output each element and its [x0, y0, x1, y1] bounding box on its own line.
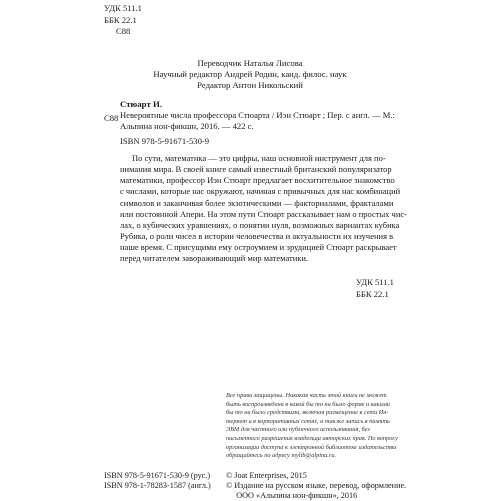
title-statement: Невероятные числа профессора Стюарта / Иэн Стюарт ; Пер. с англ. — М.:	[120, 110, 395, 120]
annotation-line: или постоянной Апери. На этом пути Стюарт рассказывает нам о простых чис-	[120, 208, 407, 219]
editor-credit: Редактор Антон Никольский	[197, 80, 303, 91]
annotation-line: наше время. С присущими ему остроумием и эрудицией Стюарт раскрывает	[120, 242, 397, 253]
annotation-line: символов и заканчивая более экзотическими — факториалами, фракталами	[120, 197, 394, 208]
isbn-record: ISBN 978-5-91671-530-9	[120, 136, 210, 147]
annotation-line: лах, о кубических уравнениях, о понятии нуля, возможных вариантах кубика	[120, 219, 400, 230]
bottom-classification-index	[356, 277, 394, 300]
rights-line: обращайтесь по адресу mylib@alpina.ru.	[226, 452, 337, 460]
isbn-russian: ISBN 978-5-91671-530-9 (рус.)	[104, 471, 211, 480]
rights-notice	[226, 392, 406, 461]
credits-block	[0, 58, 500, 92]
udk-code: УДК 511.1	[356, 277, 394, 287]
rights-line: тернет и в корпоративных сетях, а также запись в память	[226, 417, 390, 425]
rights-line: Все права защищены. Никакая часть этой книги не может	[226, 392, 387, 399]
rights-line: ЭВМ для частного или публичного использования, без	[226, 426, 370, 434]
annotation-line: с числами, которые нас окружают, начиная с привычных для нас комбинаций	[120, 186, 401, 197]
scientific-editor-credit: Научный редактор Андрей Родин, канд. филос. наук	[153, 69, 347, 80]
bibliographic-author-mark: С88	[104, 113, 119, 123]
annotation-line: математики, профессор Иэн Стюарт предлагает восхитительное знакомство	[120, 175, 395, 186]
annotation-line: перед читателем завораживающий мир математики.	[120, 253, 309, 264]
bibliographic-record	[120, 99, 402, 148]
annotation-line: Рубика, о роли чисел в истории человечества и актуальности их изучения в	[120, 231, 394, 242]
publication-statement: Альпина нон-фикшн, 2016. — 422 с.	[120, 121, 254, 132]
bbk-code: ББК 22.1	[104, 14, 137, 25]
rights-line: организации доступа к электронной библиотеке издательства	[226, 443, 397, 451]
rights-line: быть воспроизведена в какой бы то ни было форме и какими	[226, 400, 390, 408]
author-heading: Стюарт И.	[120, 99, 163, 109]
translator-credit: Переводчик Наталья Лисова	[197, 58, 303, 68]
copyright-publisher: ООО «Альпина нон-фикшн», 2016	[226, 490, 358, 500]
author-mark: С88	[116, 26, 131, 36]
bbk-code: ББК 22.1	[356, 288, 389, 299]
annotation	[120, 153, 407, 265]
isbn-list	[104, 471, 211, 491]
top-classification-index	[104, 3, 142, 38]
udk-code: УДК 511.1	[104, 3, 142, 13]
rights-line: бы то ни было средствами, включая размещение в сети Ин-	[226, 409, 389, 417]
copyright-translation: © Издание на русском языке, перевод, оформление.	[226, 480, 407, 490]
rights-line: письменного разрешения владельца авторских прав. По вопросу	[226, 434, 398, 442]
annotation-line: нимания мира. В своей книге самый известный британский популяризатор	[120, 164, 392, 175]
copyright-notices	[226, 471, 406, 501]
annotation-line: По сути, математика — это цифры, наш основной инструмент для по-	[132, 153, 386, 163]
copyright-original: © Joat Enterprises, 2015	[226, 471, 307, 480]
isbn-english: ISBN 978-1-78283-1587 (англ.)	[104, 480, 211, 490]
